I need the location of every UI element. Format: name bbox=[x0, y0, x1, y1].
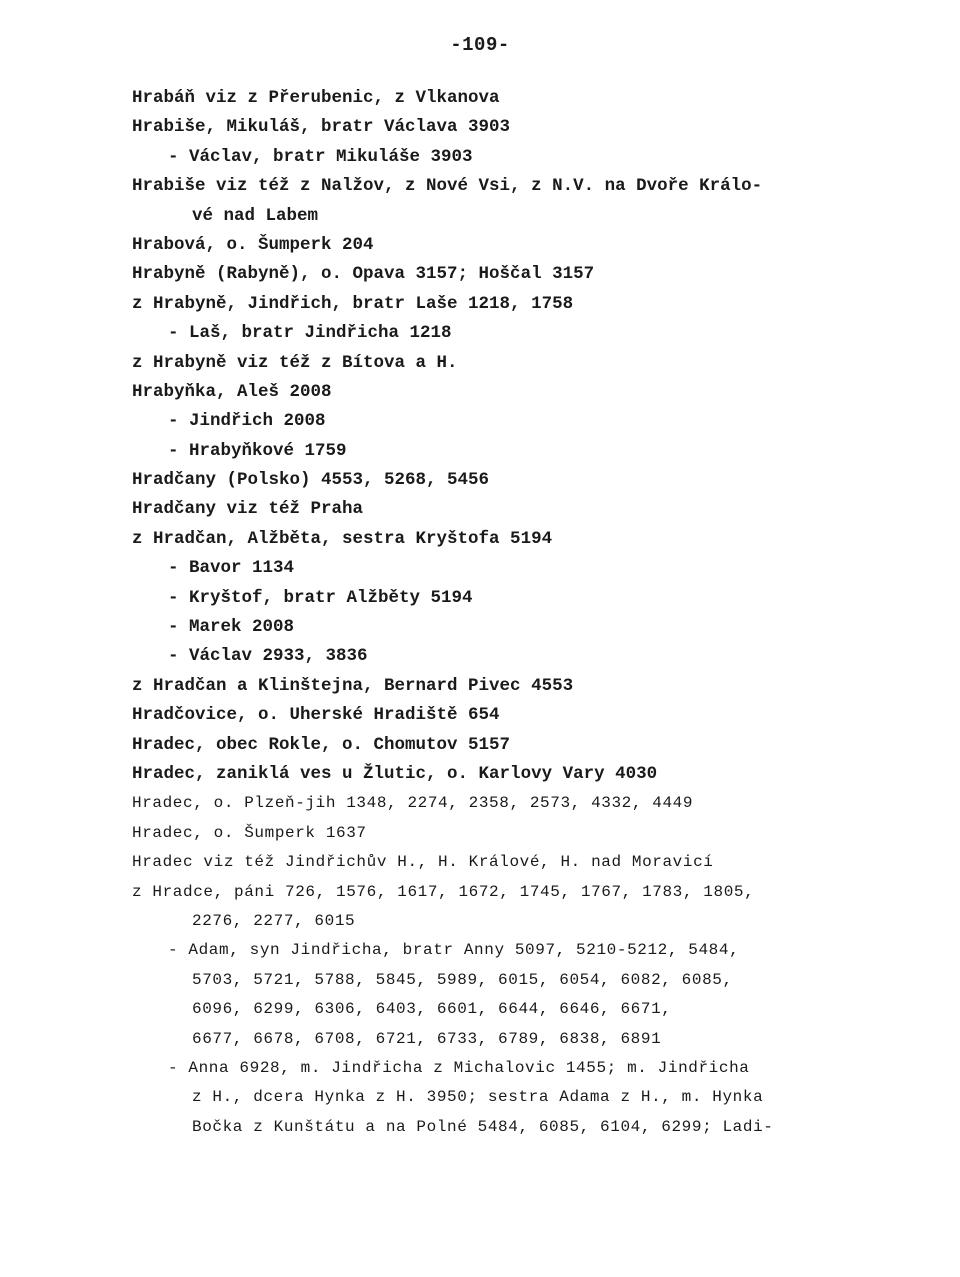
index-line: Hradčany viz též Praha bbox=[132, 499, 364, 520]
index-line: z Hradčan, Alžběta, sestra Kryštofa 5194 bbox=[132, 528, 553, 549]
index-entries bbox=[132, 84, 932, 1142]
index-line: z H., dcera Hynka z H. 3950; sestra Adama z H., m. Hynka bbox=[192, 1088, 764, 1107]
index-line: 5703, 5721, 5788, 5845, 5989, 6015, 6054, 6082, 6085, bbox=[192, 970, 733, 989]
index-line: - Adam, syn Jindřicha, bratr Anny 5097, 5210-5212, 5484, bbox=[168, 941, 740, 960]
index-line: z Hradce, páni 726, 1576, 1617, 1672, 1745, 1767, 1783, 1805, bbox=[132, 882, 755, 901]
index-line: 2276, 2277, 6015 bbox=[192, 911, 356, 930]
index-line: z Hradčan a Klinštejna, Bernard Pivec 4553 bbox=[132, 675, 574, 696]
index-line: Hrabyňka, Aleš 2008 bbox=[132, 381, 332, 402]
index-line: vé nad Labem bbox=[192, 205, 319, 226]
index-line: Hrabová, o. Šumperk 204 bbox=[132, 234, 374, 255]
index-line: - Kryštof, bratr Alžběty 5194 bbox=[168, 587, 473, 608]
index-line: - Jindřich 2008 bbox=[168, 411, 326, 432]
index-line: - Laš, bratr Jindřicha 1218 bbox=[168, 323, 452, 344]
index-line: Hradec, obec Rokle, o. Chomutov 5157 bbox=[132, 734, 511, 755]
index-line: 6677, 6678, 6708, 6721, 6733, 6789, 6838, 6891 bbox=[192, 1029, 662, 1048]
index-line: Bočka z Kunštátu a na Polné 5484, 6085, 6104, 6299; Ladi- bbox=[192, 1117, 774, 1136]
index-line: - Anna 6928, m. Jindřicha z Michalovic 1455; m. Jindřicha bbox=[168, 1058, 750, 1077]
index-line: Hrabiše, Mikuláš, bratr Václava 3903 bbox=[132, 117, 511, 138]
index-line: 6096, 6299, 6306, 6403, 6601, 6644, 6646, 6671, bbox=[192, 1000, 672, 1019]
index-line: - Hrabyňkové 1759 bbox=[168, 440, 347, 461]
index-line: - Václav 2933, 3836 bbox=[168, 646, 368, 667]
index-line: Hradec, o. Šumperk 1637 bbox=[132, 823, 367, 842]
index-line: Hrabáň viz z Přerubenic, z Vlkanova bbox=[132, 88, 500, 108]
index-line: z Hrabyně, Jindřich, bratr Laše 1218, 1758 bbox=[132, 293, 574, 314]
index-line: - Bavor 1134 bbox=[168, 558, 295, 579]
index-line: Hradec, o. Plzeň-jih 1348, 2274, 2358, 2573, 4332, 4449 bbox=[132, 794, 694, 813]
index-line: Hrabiše viz též z Nalžov, z Nové Vsi, z N.V. na Dvoře Králo- bbox=[132, 176, 763, 197]
index-line: Hradčovice, o. Uherské Hradiště 654 bbox=[132, 705, 500, 726]
page-number: -109- bbox=[450, 34, 510, 56]
index-line: Hrabyně (Rabyně), o. Opava 3157; Hoščal 3157 bbox=[132, 264, 595, 285]
index-line: - Marek 2008 bbox=[168, 617, 295, 638]
index-line: - Václav, bratr Mikuláše 3903 bbox=[168, 146, 473, 167]
index-line: Hradčany (Polsko) 4553, 5268, 5456 bbox=[132, 470, 490, 491]
index-line: Hradec viz též Jindřichův H., H. Králové, H. nad Moravicí bbox=[132, 853, 714, 872]
index-line: z Hrabyně viz též z Bítova a H. bbox=[132, 352, 458, 373]
index-line: Hradec, zaniklá ves u Žlutic, o. Karlovy Vary 4030 bbox=[132, 763, 658, 784]
